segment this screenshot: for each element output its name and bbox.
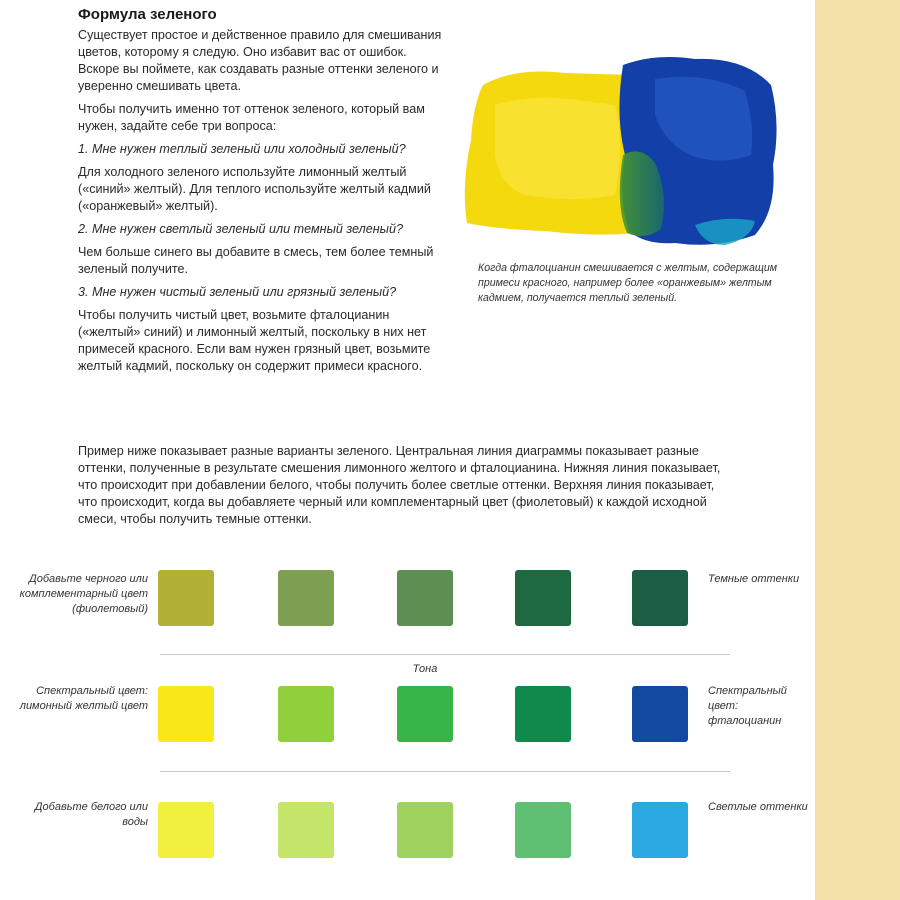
swatch-light-3 [397,802,453,858]
illustration-caption: Когда фталоцианин смешивается с желтым, содержащим примеси красного, например более «оранжевым» желтым кадмием, получается теплый зеленый. [478,262,778,304]
swatch-dark-5 [632,570,688,626]
divider-bottom [160,771,730,772]
row-label-spectral-left: Спектральный цвет: лимонный желтый цвет [19,685,148,712]
row-label-spectral-right: Спектральный цвет: фталоцианин [708,685,787,727]
swatch-dark-4 [515,570,571,626]
side-strip [815,0,900,900]
swatch-dark-3 [397,570,453,626]
question-2: 2. Мне нужен светлый зеленый или темный зеленый? [78,222,403,236]
row-label-dark-right: Темные оттенки [708,573,800,585]
divider-top [160,654,730,655]
row-label-dark-left: Добавьте черного или комплементарный цвет (фиолетовый) [19,573,148,615]
body-text-column [78,27,448,381]
swatch-spectral-1 [158,686,214,742]
answer-1: Для холодного зеленого используйте лимонный желтый («синий» желтый). Для теплого используйте желтый кадмий («оранжевый» желтый). [78,165,431,213]
paint-mix-illustration [455,45,785,260]
answer-3: Чтобы получить чистый цвет, возьмите фталоцианин («желтый» синий) и лимонный желтый, поскольку в них нет примесей красного. Если вам нужен грязный цвет, возьмите желтый кадмий, поскольку он содержит примеси красного. [78,308,431,373]
answer-2: Чем больше синего вы добавите в смесь, тем более темный зеленый получите. [78,245,434,276]
swatch-light-1 [158,802,214,858]
swatch-spectral-3 [397,686,453,742]
swatch-spectral-2 [278,686,334,742]
page-title: Формула зеленого [78,6,217,23]
swatch-spectral-4 [515,686,571,742]
question-3: 3. Мне нужен чистый зеленый или грязный зеленый? [78,285,397,299]
swatch-dark-1 [158,570,214,626]
swatch-light-5 [632,802,688,858]
row-label-light-right: Светлые оттенки [708,801,808,813]
swatch-spectral-5 [632,686,688,742]
paragraph-questions: Чтобы получить именно тот оттенок зеленого, который вам нужен, задайте себе три вопроса: [78,102,425,133]
swatch-light-4 [515,802,571,858]
question-1: 1. Мне нужен теплый зеленый или холодный зеленый? [78,142,406,156]
chart-intro-text: Пример ниже показывает разные варианты зеленого. Центральная линия диаграммы показывает разные оттенки, полученные в результате смешения лимонного желтого и фталоцианина. Нижняя линия показывает, что происходит при добавлении белого, чтобы получить более светлые оттенки. Верхняя линия показывает, что происходит, когда вы добавляете черный или комплементарный цвет (фиолетовый) к каждой исходной смеси, чтобы получить темные оттенки. [78,444,721,526]
tona-label: Тона [412,663,438,675]
swatch-light-2 [278,802,334,858]
row-label-light-left: Добавьте белого или воды [34,801,148,828]
yellow-paint-highlight [495,98,620,199]
paragraph-intro: Существует простое и действенное правило для смешивания цветов, которому я следую. Оно избавит вас от ошибок. Вскоре вы поймете, как создавать разные оттенки зеленого и уверенно смешивать цвета. [78,28,442,93]
swatch-dark-2 [278,570,334,626]
